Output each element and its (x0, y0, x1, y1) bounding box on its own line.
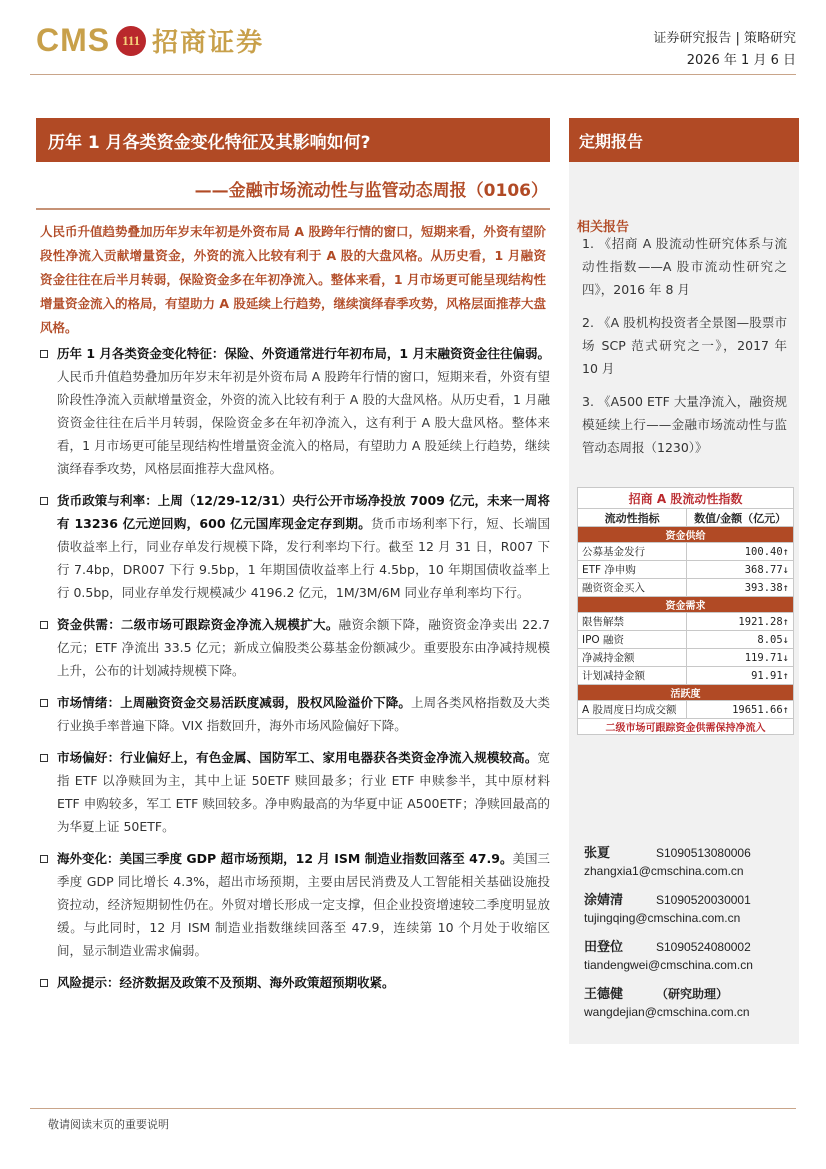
table-row (578, 667, 794, 685)
table-cell-value: 100.40↑ (687, 543, 794, 561)
analyst-role: （研究助理） (656, 987, 729, 1001)
report-meta (653, 28, 796, 72)
square-bullet-icon (40, 855, 48, 863)
analyst-row (584, 889, 794, 911)
square-bullet-icon (40, 621, 48, 629)
analyst-name: 张夏 (584, 846, 611, 861)
footer-note: 敬请阅读末页的重要说明 (48, 1118, 169, 1131)
key-point (36, 746, 550, 838)
brand-logo (36, 22, 264, 59)
table-row (578, 579, 794, 597)
square-bullet-icon (40, 350, 48, 358)
title-divider (36, 208, 550, 210)
report-type-label: 定期报告 (579, 131, 644, 151)
table-cell-value: 8.05↓ (687, 631, 794, 649)
table-row (578, 613, 794, 631)
table-cell-label: IPO 融资 (578, 631, 687, 649)
table-row (578, 631, 794, 649)
analyst-email[interactable]: tiandengwei@cmschina.com.cn (584, 958, 753, 972)
analyst-email[interactable]: zhangxia1@cmschina.com.cn (584, 864, 744, 878)
table-cell-label: 融资资金买入 (578, 579, 687, 597)
table-row (578, 649, 794, 667)
liquidity-index-table (577, 487, 794, 735)
key-point (36, 691, 550, 737)
table-group-header: 资金需求 (578, 597, 794, 613)
table-title: 招商 A 股流动性指数 (578, 488, 794, 509)
square-bullet-icon (40, 979, 48, 987)
report-date: 2026 年 1 月 6 日 (686, 53, 796, 68)
analyst-row (584, 936, 794, 958)
table-cell-label: 公募基金发行 (578, 543, 687, 561)
analyst-name: 田登位 (584, 940, 624, 955)
table-group-header: 资金供给 (578, 527, 794, 543)
key-points-list (36, 342, 550, 1003)
table-cell-label: 限售解禁 (578, 613, 687, 631)
report-title-bar (36, 118, 550, 162)
square-bullet-icon (40, 754, 48, 762)
related-report-link[interactable]: 2. 《A 股机构投资者全景图—股票市场 SCP 范式研究之一》，2017 年 10 月 (582, 315, 787, 376)
key-point-lead: 市场情绪：上周融资资金交易活跃度减弱，股权风险溢价下降。 (57, 695, 412, 710)
table-cell-value: 368.77↓ (687, 561, 794, 579)
analyst-row (584, 842, 794, 864)
table-cell-value: 1921.28↑ (687, 613, 794, 631)
analyst-id: S1090524080002 (656, 940, 751, 954)
key-point-lead: 货币政策与利率：上周（12/29-12/31）央行公开市场净投放 7009 亿元，未来一周将有 13236 亿元逆回购，600 亿元国库现金定存到期。 (57, 493, 550, 531)
report-title: 历年 1 月各类资金变化特征及其影响如何? (48, 132, 371, 153)
report-category: 证券研究报告 | 策略研究 (653, 31, 796, 46)
analyst-name: 王德健 (584, 987, 624, 1002)
analyst-email[interactable]: tujingqing@cmschina.com.cn (584, 911, 741, 925)
key-point (36, 847, 550, 962)
analyst-name: 涂婧清 (584, 893, 624, 908)
footer-divider (30, 1108, 796, 1109)
key-point (36, 971, 550, 994)
table-cell-value: 393.38↑ (687, 579, 794, 597)
key-point-lead: 风险提示：经济数据及政策不及预期、海外政策超预期收紧。 (57, 975, 395, 990)
table-cell-value: 91.91↑ (687, 667, 794, 685)
table-cell-label: 计划减持金额 (578, 667, 687, 685)
analyst-email[interactable]: wangdejian@cmschina.com.cn (584, 1005, 750, 1019)
table-header: 数值/金额（亿元） (687, 509, 794, 527)
key-point-lead: 资金供需：二级市场可跟踪资金净流入规模扩大。 (57, 617, 339, 632)
logo-chinese-text: 招商证券 (152, 28, 265, 58)
table-cell-value: 119.71↓ (687, 649, 794, 667)
key-point-body: 融资余额下降，融资资金净卖出 22.7 亿元；ETF 净流出 33.5 亿元；新成立偏股类公募基金份额减少。重要股东由净减持规模上升，公布的计划减持规模下降。 (57, 617, 550, 678)
summary-paragraph: 人民币升值趋势叠加历年岁末年初是外资布局 A 股跨年行情的窗口，短期来看，外资有望阶段性净流入贡献增量资金，外资的流入比较有利于 A 股的大盘风格。从历史看，1 月融资资金往往在后半月转弱，保险资金多在年初净流入。整体来看，1 月市场更可能呈现结构性增量资金流入的格局，有望助力 A 股延续上行趋势，继续演绎春季攻势，风格层面推荐大盘风格。 (40, 224, 546, 335)
key-point-body: 上周各类风格指数及大类行业换手率普遍下降。VIX 指数回升，海外市场风险偏好下降。 (57, 695, 550, 733)
related-reports-heading: 相关报告 (577, 220, 630, 235)
logo-cms-text: CMS (36, 22, 111, 58)
analyst-row (584, 983, 794, 1005)
analyst-list (584, 842, 794, 1030)
related-report-link[interactable]: 1. 《招商 A 股流动性研究体系与流动性指数——A 股市流动性研究之四》，2016 年 8 月 (582, 236, 787, 297)
report-type-tag (569, 118, 799, 162)
table-row (578, 701, 794, 719)
table-group-header: 活跃度 (578, 685, 794, 701)
key-point (36, 489, 550, 604)
analyst-id: S1090513080006 (656, 846, 751, 860)
related-report-link[interactable]: 3. 《A500 ETF 大量净流入，融资规模延续上行——金融市场流动性与监管动态周报（1230）》 (582, 394, 787, 455)
analyst-id: S1090520030001 (656, 893, 751, 907)
table-cell-value: 19651.66↑ (687, 701, 794, 719)
key-point-body: 宽指 ETF 以净赎回为主，其中上证 50ETF 赎回最多；行业 ETF 申赎参半，其中原材料 ETF 申购较多，军工 ETF 赎回较多。净申购最高的为华夏中证 A500ETF；净赎回最高的为华夏上证 50ETF。 (57, 750, 550, 834)
header-divider (30, 74, 796, 75)
key-point-body: 货币市场利率下行，短、长端国债收益率上行，同业存单发行规模下降，发行利率均下行。截至 12 月 31 日，R007 下行 7.4bp，DR007 下行 9.5bp，1 年期国债收益率上行 4.5bp，10 年期国债收益率上行 0.5bp，同业存单发行规模减少 4196.2 亿元，1M/3M/6M 同业存单利率均下行。 (57, 516, 550, 600)
table-footer: 二级市场可跟踪资金供需保持净流入 (578, 719, 794, 735)
key-point-body: 美国三季度 GDP 同比增长 4.3%，超出市场预期，主要由居民消费及人工智能相关基础设施投资拉动，经济短期韧性仍在。外贸对增长形成一定支撑，但企业投资增速较二季度明显放缓。与此同时，12 月 ISM 制造业指数继续回落至 47.9，连续第 10 个月处于收缩区间，显示制造业需求偏弱。 (57, 851, 550, 958)
table-cell-label: 净减持金额 (578, 649, 687, 667)
square-bullet-icon (40, 699, 48, 707)
square-bullet-icon (40, 497, 48, 505)
table-row (578, 543, 794, 561)
report-subtitle: ——金融市场流动性与监管动态周报（0106） (194, 181, 548, 201)
logo-badge-icon: 111 (116, 26, 146, 56)
key-point (36, 613, 550, 682)
key-point-lead: 市场偏好：行业偏好上，有色金属、国防军工、家用电器获各类资金净流入规模较高。 (57, 750, 538, 765)
table-cell-label: A 股周度日均成交额 (578, 701, 687, 719)
key-point-body: 人民币升值趋势叠加历年岁末年初是外资布局 A 股跨年行情的窗口，短期来看，外资有望阶段性净流入贡献增量资金，外资的流入比较有利于 A 股的大盘风格。从历史看，1 月融资资金往往在后半月转弱，保险资金多在年初净流入，这有利于 A 股大盘风格。整体来看，1 月市场更可能呈现结构性增量资金流入的格局，有望助力 A 股延续上行趋势，继续演绎春季攻势，风格层面推荐大盘风格。 (57, 369, 550, 476)
key-point (36, 342, 550, 480)
table-row (578, 561, 794, 579)
table-cell-label: ETF 净申购 (578, 561, 687, 579)
key-point-lead: 海外变化：美国三季度 GDP 超市场预期，12 月 ISM 制造业指数回落至 47.9。 (57, 851, 513, 866)
key-point-lead: 历年 1 月各类资金变化特征：保险、外资通常进行年初布局，1 月末融资资金往往偏弱。 (57, 346, 550, 361)
related-reports-list (582, 232, 787, 469)
table-header: 流动性指标 (578, 509, 687, 527)
